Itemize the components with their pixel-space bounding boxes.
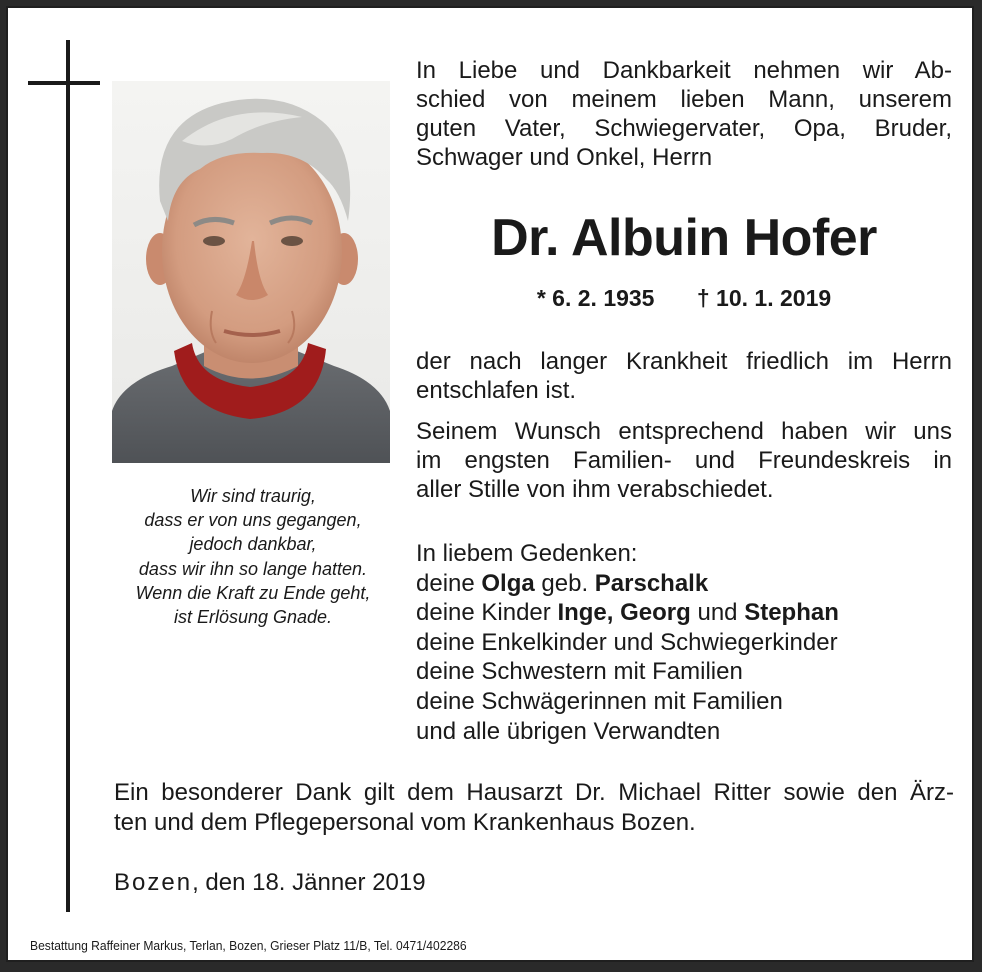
- poem-line: dass er von uns gegangen,: [144, 510, 362, 531]
- mourner-line: und alle übrigen Verwandten: [416, 717, 721, 745]
- intro-line: guten Vater, Schwiegervater, Opa, Bruder,: [416, 115, 952, 142]
- portrait-illustration: [112, 81, 390, 463]
- passing-line: entschlafen ist.: [416, 377, 577, 404]
- mourners-heading: In liebem Gedenken:: [416, 540, 638, 567]
- mourner-line: deine Schwestern mit Familien: [416, 658, 743, 686]
- cross-icon-horizontal: [28, 81, 100, 85]
- mourners-list: [416, 539, 952, 746]
- maiden-name: Parschalk: [594, 569, 709, 597]
- mourner-line: deine Schwägerinnen mit Familien: [416, 687, 783, 715]
- poem-line: dass wir ihn so lange hatten.: [138, 558, 368, 579]
- mourner-line: deine Olga geb. Parschalk: [416, 569, 709, 597]
- thanks-line: Ein besonderer Dank gilt dem Hausarzt Dr. Michael Ritter sowie den Ärz-: [114, 779, 954, 806]
- poem-line: jedoch dankbar,: [189, 534, 317, 555]
- thanks-text: [114, 778, 954, 838]
- death-date: † 10. 1. 2019: [696, 285, 832, 311]
- portrait-photo: [112, 81, 390, 463]
- poem: [108, 484, 398, 629]
- farewell-line: im engsten Familien- und Freundeskreis in: [416, 447, 952, 474]
- children-names: Inge, Georg: [557, 599, 691, 627]
- funeral-home-footer: Bestattung Raffeiner Markus, Terlan, Bozen, Grieser Platz 11/B, Tel. 0471/402286: [30, 938, 467, 953]
- passing-text: [416, 347, 952, 405]
- deceased-name: Dr. Albuin Hofer: [491, 209, 877, 267]
- farewell-line: Seinem Wunsch entsprechend haben wir uns: [416, 418, 952, 445]
- farewell-text: [416, 417, 952, 504]
- place-date-text: , den 18. Jänner 2019: [192, 869, 426, 896]
- intro-line: In Liebe und Dankbarkeit nehmen wir Ab-: [416, 57, 952, 84]
- mourner-line: deine Kinder Inge, Georg und Stephan: [416, 599, 839, 627]
- place-city: Bozen: [114, 869, 193, 896]
- cross-icon-vertical: [66, 40, 70, 912]
- mourner-line: deine Enkelkinder und Schwiegerkinder: [416, 628, 838, 656]
- poem-line: Wenn die Kraft zu Ende geht,: [135, 582, 371, 603]
- thanks-line: ten und dem Pflegepersonal vom Krankenhaus Bozen.: [114, 809, 696, 836]
- passing-line: der nach langer Krankheit friedlich im Herrn: [416, 348, 952, 375]
- widow-name: Olga: [481, 569, 535, 597]
- intro-line: schied von meinem lieben Mann, unserem: [416, 86, 952, 113]
- poem-line: Wir sind traurig,: [190, 486, 316, 506]
- intro-line: Schwager und Onkel, Herrn: [416, 144, 713, 171]
- child-name: Stephan: [744, 599, 839, 627]
- poem-line: ist Erlösung Gnade.: [173, 607, 333, 628]
- birth-date: * 6. 2. 1935: [536, 285, 655, 311]
- intro-text: [416, 56, 952, 172]
- life-dates: [416, 283, 952, 313]
- place-date: [114, 868, 426, 898]
- obituary-card: [6, 6, 974, 962]
- farewell-line: aller Stille von ihm verabschiedet.: [416, 476, 774, 503]
